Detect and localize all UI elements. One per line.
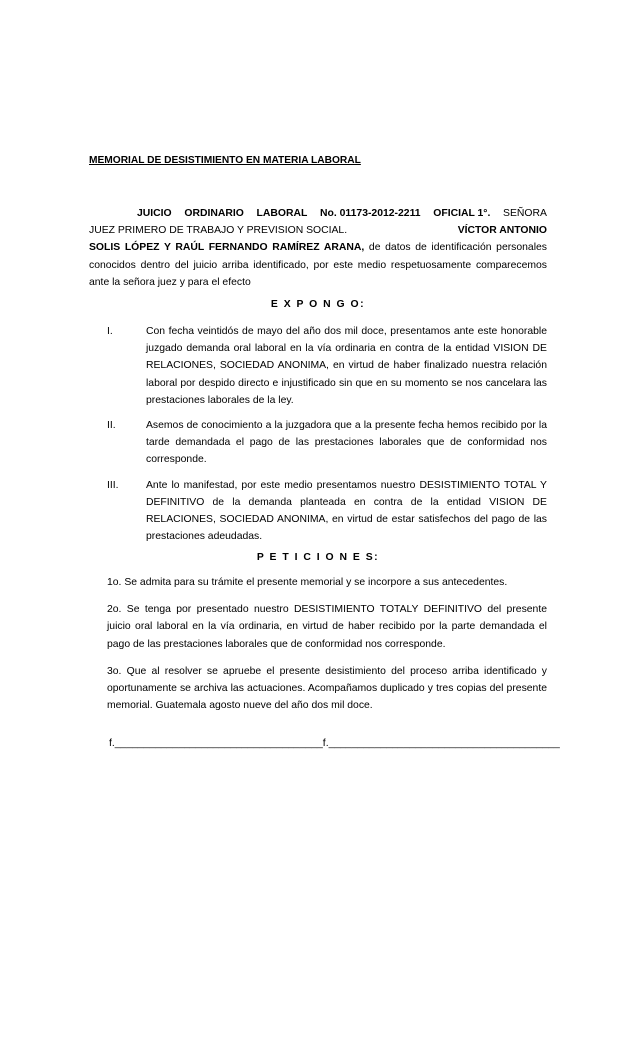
- expongo-item-number: I.: [107, 326, 113, 337]
- case-ordinario: ORDINARIO: [184, 208, 244, 219]
- parties-paragraph: [89, 239, 547, 291]
- case-laboral: LABORAL: [256, 208, 308, 219]
- case-senora: SEÑORA: [503, 208, 547, 219]
- peticion-item: 2o. Se tenga por presentado nuestro DESISTIMIENTO TOTALY DEFINITIVO del presente juicio oral laboral en la vía ordinaria, en virtud de haber recibido por la parte demandada el pago de las prestaciones laborales que de conformidad nos corresponde.: [107, 604, 547, 650]
- case-number: No. 01173-2012-2211: [320, 208, 421, 219]
- expongo-item: [89, 477, 547, 546]
- expongo-item: [89, 417, 547, 469]
- document-title: MEMORIAL DE DESISTIMIENTO EN MATERIA LABORAL: [89, 155, 361, 166]
- peticion-item: 3o. Que al resolver se apruebe el presente desistimiento del proceso arriba identificado y oportunamente se archiva las actuaciones. Acompañamos duplicado y tres copias del presente memorial. Guatemala agosto nueve del año dos mil doce.: [107, 665, 547, 712]
- party-name-1: VÍCTOR ANTONIO: [457, 225, 547, 237]
- case-oficial: OFICIAL 1°.: [433, 208, 491, 219]
- case-header-line: [89, 205, 547, 222]
- expongo-item: [89, 323, 547, 409]
- expongo-title: E X P O N G O:: [270, 299, 366, 310]
- expongo-item-text: Ante lo manifestad, por este medio presentamos nuestro DESISTIMIENTO TOTAL Y DEFINITIVO de la demanda planteada en contra de la entidad VISION DE RELACIONES, SOCIEDAD ANONIMA, en virtud de estar satisfechos del pago de las prestaciones adeudadas.: [146, 479, 547, 543]
- intro-paragraph: [89, 205, 547, 291]
- expongo-item-text: Con fecha veintidós de mayo del año dos mil doce, presentamos ante este honorable juzgado demanda oral laboral en la vía ordinaria en contra de la entidad VISION DE RELACIONES, SOCIEDAD ANONIMA, en virtud de haber finalizado nuestra relación laboral por despido directo e injustificado sin que en su momento se nos cancelara las prestaciones laborales de la ley.: [146, 326, 547, 406]
- expongo-item-number: II.: [107, 420, 116, 432]
- parties-text: de datos de identificación personales conocidos dentro del juicio arriba identificado, por este medio respetuosamente comparecemos ante la señora juez y para el efecto: [89, 242, 547, 288]
- court-line: [89, 222, 547, 239]
- signature-lines: f.____________________________________f.________________________________________: [109, 738, 560, 749]
- peticiones-list: [107, 574, 547, 720]
- peticion-item: 1o. Se admita para su trámite el presente memorial y se incorpore a sus antecedentes.: [107, 577, 508, 588]
- peticiones-title: P E T I C I O N E S:: [256, 552, 380, 563]
- expongo-list: [89, 323, 547, 551]
- court-name: JUEZ PRIMERO DE TRABAJO Y PREVISION SOCIAL.: [89, 225, 348, 237]
- expongo-item-number: III.: [107, 479, 119, 491]
- case-juicio: JUICIO: [137, 208, 172, 219]
- expongo-item-text: Asemos de conocimiento a la juzgadora que a la presente fecha hemos recibido por la tarde demandada el pago de las prestaciones laborales que de conformidad nos corresponde.: [146, 420, 547, 466]
- party-names-2: SOLIS LÓPEZ Y RAÚL FERNANDO RAMÍREZ ARANA,: [89, 242, 365, 254]
